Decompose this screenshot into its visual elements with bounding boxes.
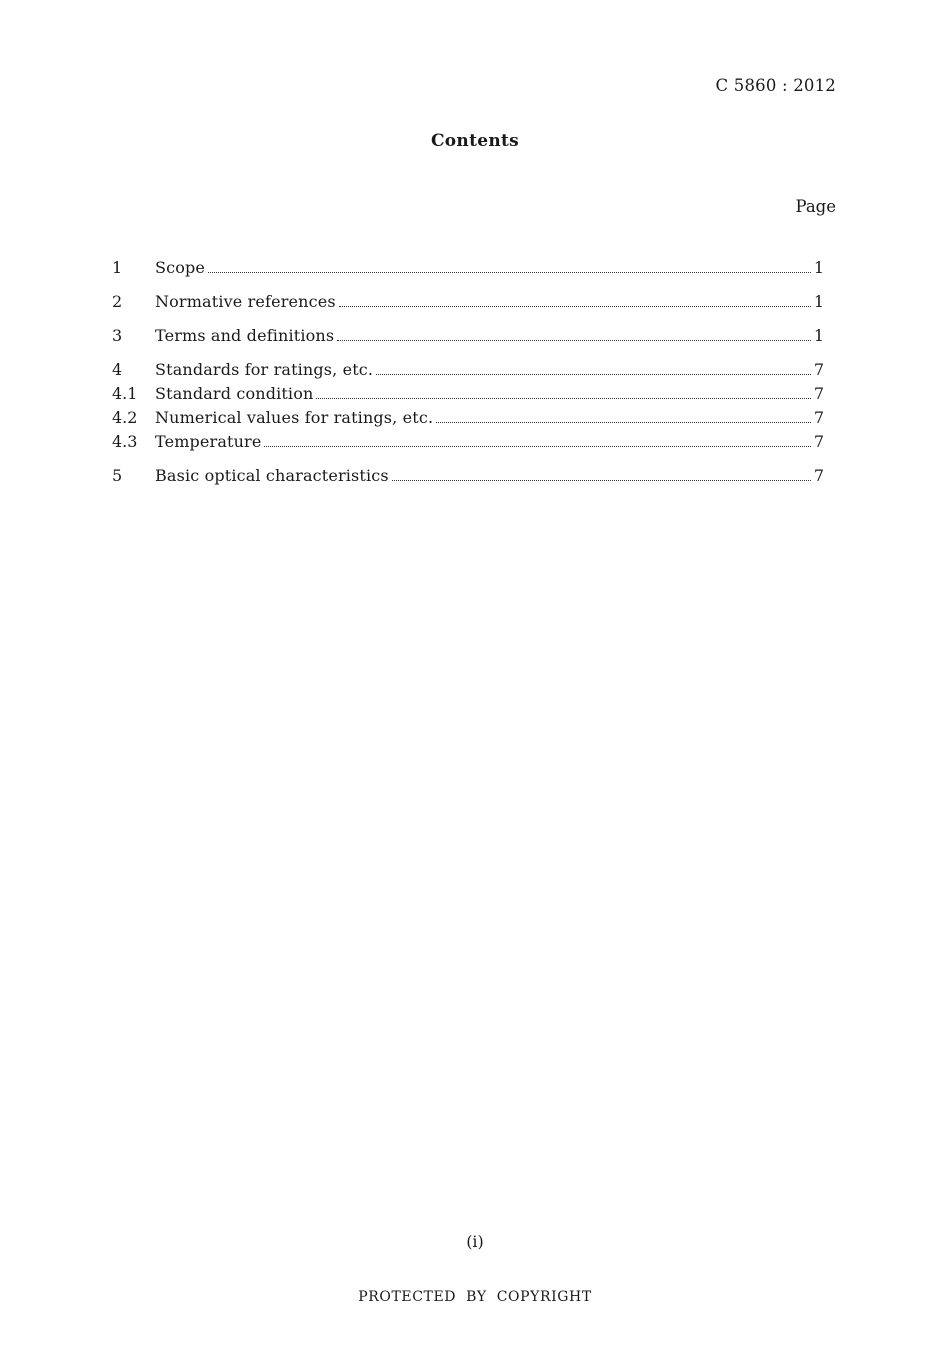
toc-entry-number: 4.3 [112, 432, 138, 451]
toc-entry-label: Standards for ratings, etc. [155, 360, 374, 379]
toc-entry-page: 7 [813, 466, 824, 485]
document-number: C 5860 : 2012 [715, 76, 836, 95]
dot-leader [436, 410, 811, 423]
toc-entry-label: Terms and definitions [155, 326, 335, 345]
toc-entry-label: Basic optical characteristics [155, 466, 389, 485]
toc-entry-page: 1 [813, 258, 824, 277]
toc-entry-temperature[interactable] [112, 432, 824, 456]
toc-entry-page: 1 [813, 326, 824, 345]
dot-leader [339, 294, 811, 307]
page-title: Contents [430, 131, 520, 151]
toc-entry-label: Temperature [155, 432, 262, 451]
copyright-notice: PROTECTED BY COPYRIGHT [358, 1289, 592, 1305]
toc-entry-label: Standard condition [155, 384, 314, 403]
dot-leader [264, 434, 810, 447]
toc-entry-numerical-values[interactable] [112, 408, 824, 432]
toc-entry-number: 5 [112, 466, 123, 485]
toc-entry-page: 7 [813, 384, 824, 403]
toc-entry-label: Numerical values for ratings, etc. [155, 408, 434, 427]
toc-entry-page: 7 [813, 360, 824, 379]
toc-entry-page: 1 [813, 292, 824, 311]
toc-entry-standard-condition[interactable] [112, 384, 824, 408]
page-column-heading: Page [795, 197, 836, 216]
toc-entry-number: 4.1 [112, 384, 138, 403]
toc-entry-label: Scope [155, 258, 206, 277]
toc-entry-page: 7 [813, 432, 824, 451]
toc-entry-page: 7 [813, 408, 824, 427]
dot-leader [337, 328, 811, 341]
toc-entry-scope[interactable] [112, 258, 824, 282]
dot-leader [208, 260, 811, 273]
toc-entry-terms-and-definitions[interactable] [112, 326, 824, 350]
dot-leader [376, 362, 811, 375]
table-of-contents [112, 258, 824, 490]
toc-entry-number: 1 [112, 258, 123, 277]
dot-leader [316, 386, 810, 399]
toc-entry-number: 3 [112, 326, 123, 345]
dot-leader [392, 468, 811, 481]
toc-entry-standards-for-ratings[interactable] [112, 360, 824, 384]
toc-entry-number: 4 [112, 360, 123, 379]
page-number: (i) [466, 1232, 484, 1251]
toc-entry-number: 4.2 [112, 408, 138, 427]
toc-entry-number: 2 [112, 292, 123, 311]
toc-entry-label: Normative references [155, 292, 336, 311]
toc-entry-basic-optical-characteristics[interactable] [112, 466, 824, 490]
toc-entry-normative-references[interactable] [112, 292, 824, 316]
